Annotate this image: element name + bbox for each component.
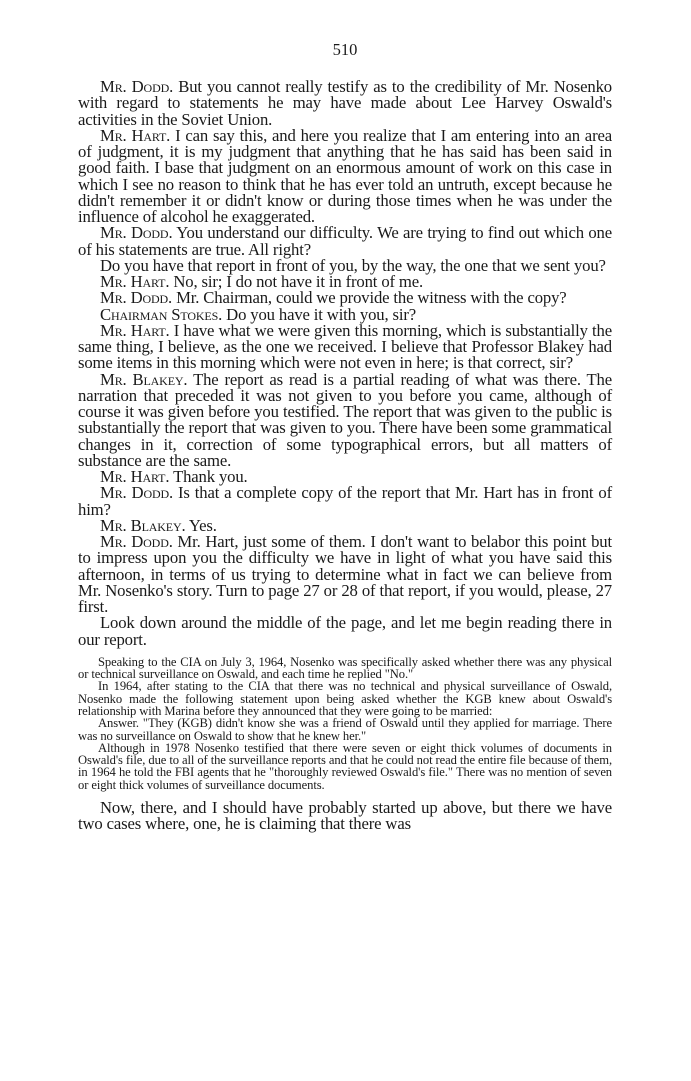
speaker-name: Mr. Hart. [100, 467, 170, 486]
quote-paragraph: Answer. "They (KGB) didn't know she was a friend of Oswald until they applied for marriage. There was no surveillance on Oswald to show that he knew her." [78, 716, 612, 743]
paragraph-text: You understand our difficulty. We are trying to find out which one of his statements are true. All right? [78, 223, 612, 259]
speaker-name: Mr. Dodd. [100, 483, 174, 503]
quote-paragraph: Although in 1978 Nosenko testified that there were seven or eight thick volumes of documents in Oswald's file, due to all of the surveillance reports and that he could not read the entire file because of them, in 1964 he told the FBI agents that he "thoroughly reviewed Oswald's file." There was no mention of seven or eight thick volumes of surveillance documents. [78, 740, 612, 792]
speaker-name: Mr. Blakey. [100, 369, 188, 389]
quote-paragraph: Speaking to the CIA on July 3, 1964, Nosenko was specifically asked whether there was any physical or technical surveillance on Oswald, and each time he replied "No." [78, 654, 612, 682]
speaker-name: Mr. Dodd. [100, 223, 173, 243]
quote-paragraph: In 1964, after stating to the CIA that there was no technical and physical surveillance of Oswald, Nosenko made the following statement upon being asked whether the KGB knew about Oswald's relationship with Marina before they announced that they were going to be married: [78, 679, 612, 718]
paragraph-text: Do you have that report in front of you, by the way, the one that we sent you? [100, 255, 606, 275]
paragraph [78, 125, 612, 226]
paragraph-text: Look down around the middle of the page, and let me begin reading there in our report. [78, 613, 612, 649]
paragraph [78, 534, 612, 615]
paragraph-text: Mr. Hart, just some of them. I don't want to belabor this point but to impress upon you the difficulty we have in light of what you have said this afternoon, in terms of us trying to determine what in fact we can believe from Mr. Nosenko's story. Turn to page 27 or 28 of that report, if you would, please, 27 first. [78, 532, 612, 616]
paragraph [78, 800, 612, 833]
quoted-report-excerpt [78, 656, 612, 791]
speaker-name: Chairman Stokes. [100, 304, 223, 324]
paragraph-text: Do you have it with you, sir? [222, 304, 417, 324]
speaker-name: Mr. Hart. [100, 272, 170, 291]
paragraph-text: Mr. Chairman, could we provide the witness with the copy? [172, 288, 567, 308]
paragraph [78, 615, 612, 648]
paragraph-text: I have what we were given this morning, which is substantially the same thing, I believe, as the one we received. I believe that Professor Blakey had some items in this morning which were not even in here; is that correct, sir? [78, 320, 612, 373]
testimony-continuation [78, 800, 612, 833]
speaker-name: Mr. Hart. [100, 125, 171, 145]
paragraph-text: But you cannot really testify as to the credibility of Mr. Nosenko with regard to statements he may have made about Lee Harvey Oswald's activities in the Soviet Union. [78, 77, 612, 129]
paragraph-text: Thank you. [169, 467, 248, 486]
speaker-name: Mr. Dodd. [100, 288, 173, 308]
paragraph [78, 485, 612, 518]
page-number: 510 [332, 40, 358, 59]
paragraph [78, 369, 612, 470]
paragraph-text: The report as read is a partial reading of what was there. The narration that preceded it was not given to you before you came, although of course it was given before you testified. The report that was given to the public is substantially the report that was given to you. There have been some grammatical changes in it, correction of some typographical errors, but all matters of substance are the same. [78, 369, 612, 470]
paragraph [78, 320, 612, 373]
paragraph-text: Now, there, and I should have probably started up above, but there we have two cases where, one, he is claiming that there was [78, 798, 612, 834]
speaker-name: Mr. Dodd. [100, 77, 174, 96]
speaker-name: Mr. Blakey. [100, 515, 186, 535]
speaker-name: Mr. Hart. [100, 320, 170, 340]
paragraph [78, 225, 612, 258]
paragraph-text: Yes. [185, 515, 217, 535]
paragraph [78, 79, 612, 128]
paragraph-text: No, sir; I do not have it in front of me. [169, 272, 424, 291]
testimony-body [78, 79, 612, 648]
paragraph-text: Is that a complete copy of the report that Mr. Hart has in front of him? [78, 483, 612, 519]
speaker-name: Mr. Dodd. [100, 532, 173, 551]
document-page [78, 40, 612, 833]
paragraph-text: I can say this, and here you realize that I am entering into an area of judgment, it is my judgment that anything that he has said has been said in good faith. I base that judgment on an enormous amount of work on this case in which I see no reason to think that he has ever told an untruth, except because he didn't remember it or didn't know or during those times when he was under the influence of alcohol he exaggerated. [78, 125, 612, 226]
